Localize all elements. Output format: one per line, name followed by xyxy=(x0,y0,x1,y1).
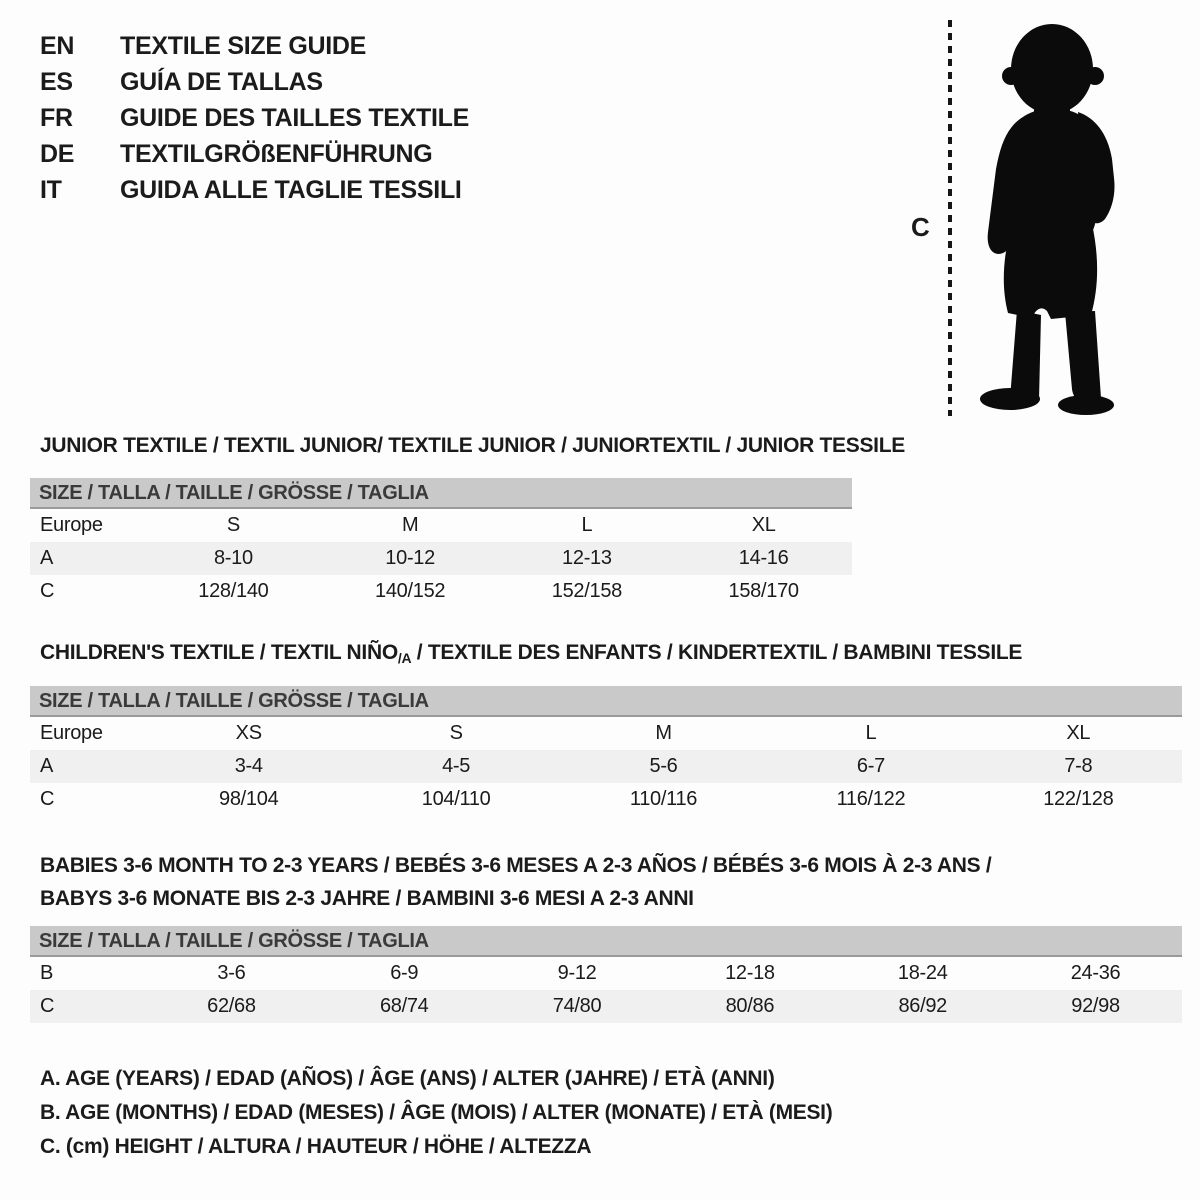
babies-title-line1: BABIES 3-6 MONTH TO 2-3 YEARS / BEBÉS 3-6 MESES A 2-3 AÑOS / BÉBÉS 3-6 MOIS À 2-3 ANS / xyxy=(40,854,992,877)
row-label: A xyxy=(40,547,54,569)
table-row-height xyxy=(30,783,1182,816)
language-row-en xyxy=(40,28,469,64)
language-code: DE xyxy=(40,139,75,168)
height-cell: 122/128 xyxy=(1043,788,1114,810)
months-cell: 9-12 xyxy=(557,962,597,984)
table-row-europe xyxy=(30,509,852,542)
height-cell: 74/80 xyxy=(552,995,602,1017)
toddler-silhouette xyxy=(962,12,1140,420)
age-cell: 5-6 xyxy=(649,755,678,777)
height-cell: 110/116 xyxy=(629,788,698,810)
language-title: GUIDA ALLE TAGLIE TESSILI xyxy=(120,175,462,204)
language-row-fr xyxy=(40,100,469,136)
height-cell: 116/122 xyxy=(836,788,906,810)
row-label: B xyxy=(40,962,54,984)
size-header-bar: SIZE / TALLA / TAILLE / GRÖSSE / TAGLIA xyxy=(30,926,1182,957)
size-cell: XL xyxy=(751,514,776,536)
age-cell: 3-4 xyxy=(234,755,263,777)
junior-section-title: JUNIOR TEXTILE / TEXTIL JUNIOR/ TEXTILE JUNIOR / JUNIORTEXTIL / JUNIOR TESSILE xyxy=(40,434,905,457)
height-cell: 104/110 xyxy=(421,788,491,810)
height-cell: 68/74 xyxy=(379,995,429,1017)
row-label: Europe xyxy=(40,514,103,536)
height-cell: 80/86 xyxy=(725,995,775,1017)
row-label: C xyxy=(40,788,55,810)
height-cell: 62/68 xyxy=(207,995,256,1017)
height-cell: 140/152 xyxy=(375,580,446,602)
height-cell: 86/92 xyxy=(898,995,947,1017)
measurement-legend xyxy=(40,1068,832,1170)
row-label: C xyxy=(40,580,55,602)
size-cell: XS xyxy=(235,722,262,744)
language-code: IT xyxy=(40,175,62,204)
table-row-age xyxy=(30,542,852,575)
children-size-table xyxy=(30,686,1182,816)
months-cell: 24-36 xyxy=(1070,962,1121,984)
children-title-main: CHILDREN'S TEXTILE / TEXTIL NIÑO xyxy=(40,641,398,664)
language-code: FR xyxy=(40,103,73,132)
language-row-es xyxy=(40,64,469,100)
legend-age-months: B. AGE (MONTHS) / EDAD (MESES) / ÂGE (MOIS) / ALTER (MONATE) / ETÀ (MESI) xyxy=(40,1101,833,1124)
language-title: GUIDE DES TAILLES TEXTILE xyxy=(120,103,470,132)
height-cell: 152/158 xyxy=(551,580,622,602)
age-cell: 8-10 xyxy=(213,547,253,569)
row-label: C xyxy=(40,995,55,1017)
language-row-de xyxy=(40,136,469,172)
junior-size-table xyxy=(30,478,852,608)
age-cell: 4-5 xyxy=(442,755,471,777)
language-code: EN xyxy=(40,31,75,60)
size-header-bar: SIZE / TALLA / TAILLE / GRÖSSE / TAGLIA xyxy=(30,478,852,509)
table-row-europe xyxy=(30,717,1182,750)
age-cell: 14-16 xyxy=(738,547,789,569)
children-title-rest: / TEXTILE DES ENFANTS / KINDERTEXTIL / BAMBINI TESSILE xyxy=(411,641,1023,664)
height-cell: 158/170 xyxy=(728,580,799,602)
table-row-height xyxy=(30,575,852,608)
height-cell: 98/104 xyxy=(219,788,279,810)
age-cell: 12-13 xyxy=(562,547,612,569)
row-label: Europe xyxy=(40,722,103,744)
children-title-sub: /A xyxy=(397,650,412,666)
size-cell: M xyxy=(655,722,672,744)
table-row-age xyxy=(30,750,1182,783)
age-cell: 6-7 xyxy=(856,755,885,777)
size-cell: S xyxy=(449,722,463,744)
language-list xyxy=(40,28,469,208)
age-cell: 10-12 xyxy=(385,547,435,569)
height-measure-dashed-line xyxy=(948,20,952,416)
size-cell: L xyxy=(865,722,877,744)
table-row-months xyxy=(30,957,1182,990)
height-cell: 92/98 xyxy=(1071,995,1120,1017)
months-cell: 18-24 xyxy=(897,962,948,984)
language-code: ES xyxy=(40,67,73,96)
babies-size-table xyxy=(30,926,1182,1023)
table-row-height xyxy=(30,990,1182,1023)
height-measure-label: C xyxy=(911,212,930,242)
language-title: GUÍA DE TALLAS xyxy=(120,67,323,96)
age-cell: 7-8 xyxy=(1064,755,1093,777)
babies-section-title xyxy=(40,849,991,915)
months-cell: 3-6 xyxy=(217,962,246,984)
babies-title-line2: BABYS 3-6 MONATE BIS 2-3 JAHRE / BAMBINI 3-6 MESI A 2-3 ANNI xyxy=(40,887,694,910)
language-title: TEXTILGRÖßENFÜHRUNG xyxy=(120,139,433,168)
language-title: TEXTILE SIZE GUIDE xyxy=(120,31,367,60)
legend-height-cm: C. (cm) HEIGHT / ALTURA / HAUTEUR / HÖHE / ALTEZZA xyxy=(40,1135,592,1158)
row-label: A xyxy=(40,755,54,777)
size-cell: S xyxy=(226,514,240,536)
size-cell: L xyxy=(581,514,593,536)
size-cell: XL xyxy=(1066,722,1091,744)
children-section-title xyxy=(40,641,1022,666)
height-cell: 128/140 xyxy=(198,580,269,602)
months-cell: 12-18 xyxy=(725,962,775,984)
size-header-bar: SIZE / TALLA / TAILLE / GRÖSSE / TAGLIA xyxy=(30,686,1182,717)
language-row-it xyxy=(40,172,469,208)
size-cell: M xyxy=(401,514,419,536)
legend-age-years: A. AGE (YEARS) / EDAD (AÑOS) / ÂGE (ANS) / ALTER (JAHRE) / ETÀ (ANNI) xyxy=(40,1067,775,1090)
months-cell: 6-9 xyxy=(390,962,419,984)
